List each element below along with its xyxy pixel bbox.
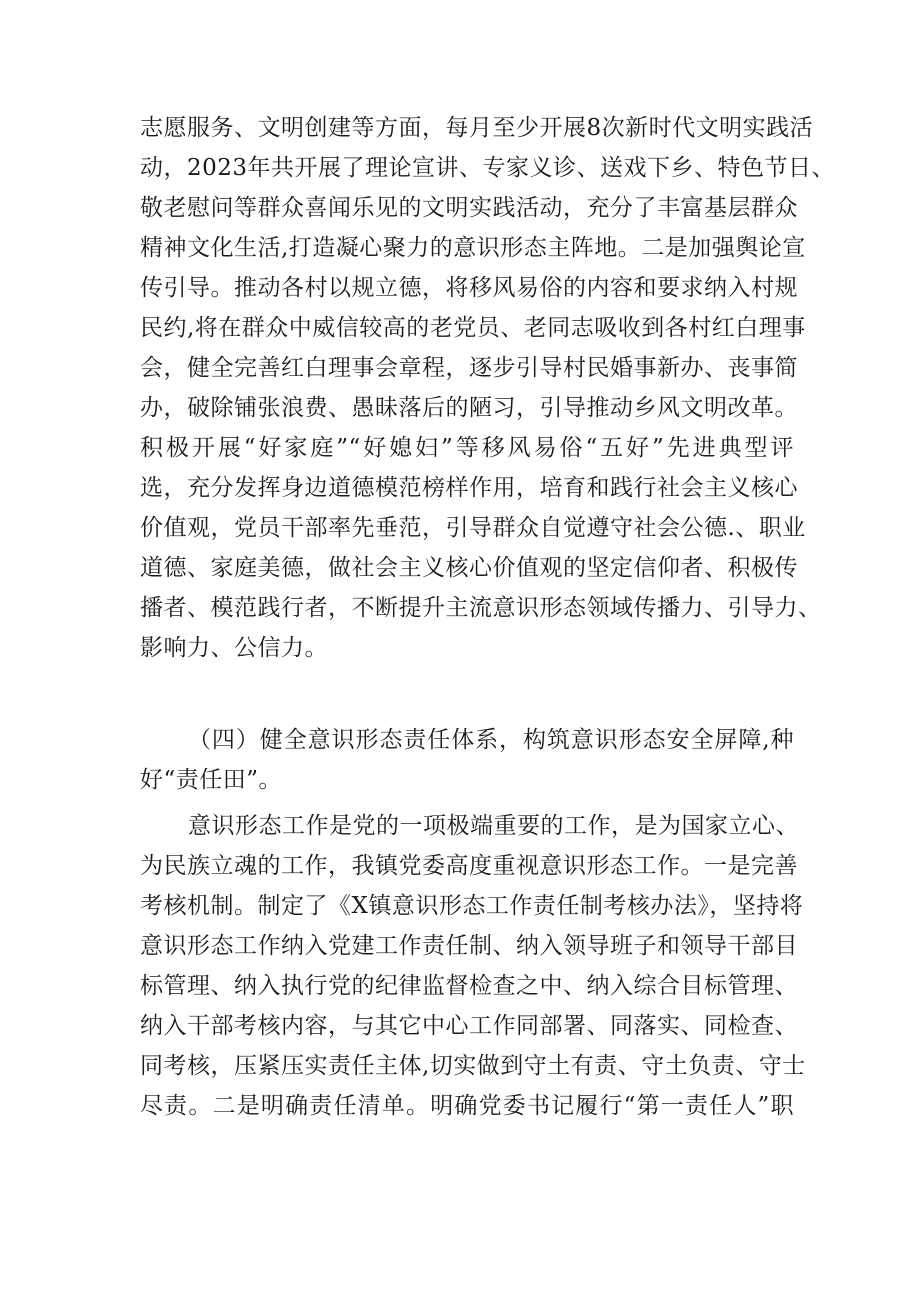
paragraph-line: 意识形态工作纳入党建工作责任制、纳入领导班子和领导干部目	[140, 933, 798, 959]
paragraph-line: 考核机制。制定了《X镇意识形态工作责任制考核办法》，坚持将	[140, 893, 804, 919]
paragraph-line: 志愿服务、文明创建等方面，每月至少开展8次新时代文明实践活	[140, 115, 814, 141]
paragraph-line: 精神文化生活,打造凝心聚力的意识形态主阵地。二是加强舆论宣	[140, 235, 806, 261]
paragraph-line: 会，健全完善红白理事会章程，逐步引导村民婚事新办、丧事简	[140, 355, 798, 381]
paragraph-line: 意识形态工作是党的一项极端重要的工作，是为国家立心、	[188, 813, 799, 839]
paragraph-line: 影响力、公信力。	[140, 635, 328, 661]
paragraph-line: 价值观，党员干部率先垂范，引导群众自觉遵守社会公德.、职业	[140, 515, 806, 541]
paragraph-line: 播者、模范践行者，不断提升主流意识形态领域传播力、引导力、	[140, 595, 822, 621]
paragraph-line: 为民族立魂的工作，我镇党委高度重视意识形态工作。一是完善	[140, 853, 798, 879]
paragraph-line: 选，充分发挥身边道德模范榜样作用，培育和践行社会主义核心	[140, 475, 798, 501]
paragraph-line: 动，2023年共开展了理论宣讲、专家义诊、送戏下乡、特色节日、	[140, 155, 836, 181]
paragraph-line: 标管理、纳入执行党的纪律监督检查之中、纳入综合目标管理、	[140, 973, 798, 999]
paragraph-line: 民约,将在群众中威信较高的老党员、老同志吸收到各村红白理事	[140, 315, 806, 341]
paragraph-line: 传引导。推动各村以规立德，将移风易俗的内容和要求纳入村规	[140, 275, 798, 301]
paragraph-line: 办，破除铺张浪费、愚昧落后的陋习，引导推动乡风文明改革。	[140, 395, 798, 421]
paragraph-line: 敬老慰问等群众喜闻乐见的文明实践活动，充分了丰富基层群众	[140, 195, 798, 221]
heading-line: 好“责任田”。	[140, 767, 283, 793]
paragraph-line: 积极开展“好家庭”“好媳妇”等移风易俗“五好”先进典型评	[140, 435, 794, 461]
paragraph-line: 纳入干部考核内容，与其它中心工作同部署、同落实、同检查、	[140, 1013, 798, 1039]
heading-line: （四）健全意识形态责任体系，构筑意识形态安全屏障,种	[188, 727, 794, 753]
paragraph-line: 道德、家庭美德，做社会主义核心价值观的坚定信仰者、积极传	[140, 555, 798, 581]
paragraph-line: 尽责。二是明确责任清单。明确党委书记履行“第一责任人”职	[140, 1093, 794, 1119]
paragraph-line: 同考核，压紧压实责任主体,切实做到守土有责、守土负责、守士	[140, 1053, 806, 1079]
